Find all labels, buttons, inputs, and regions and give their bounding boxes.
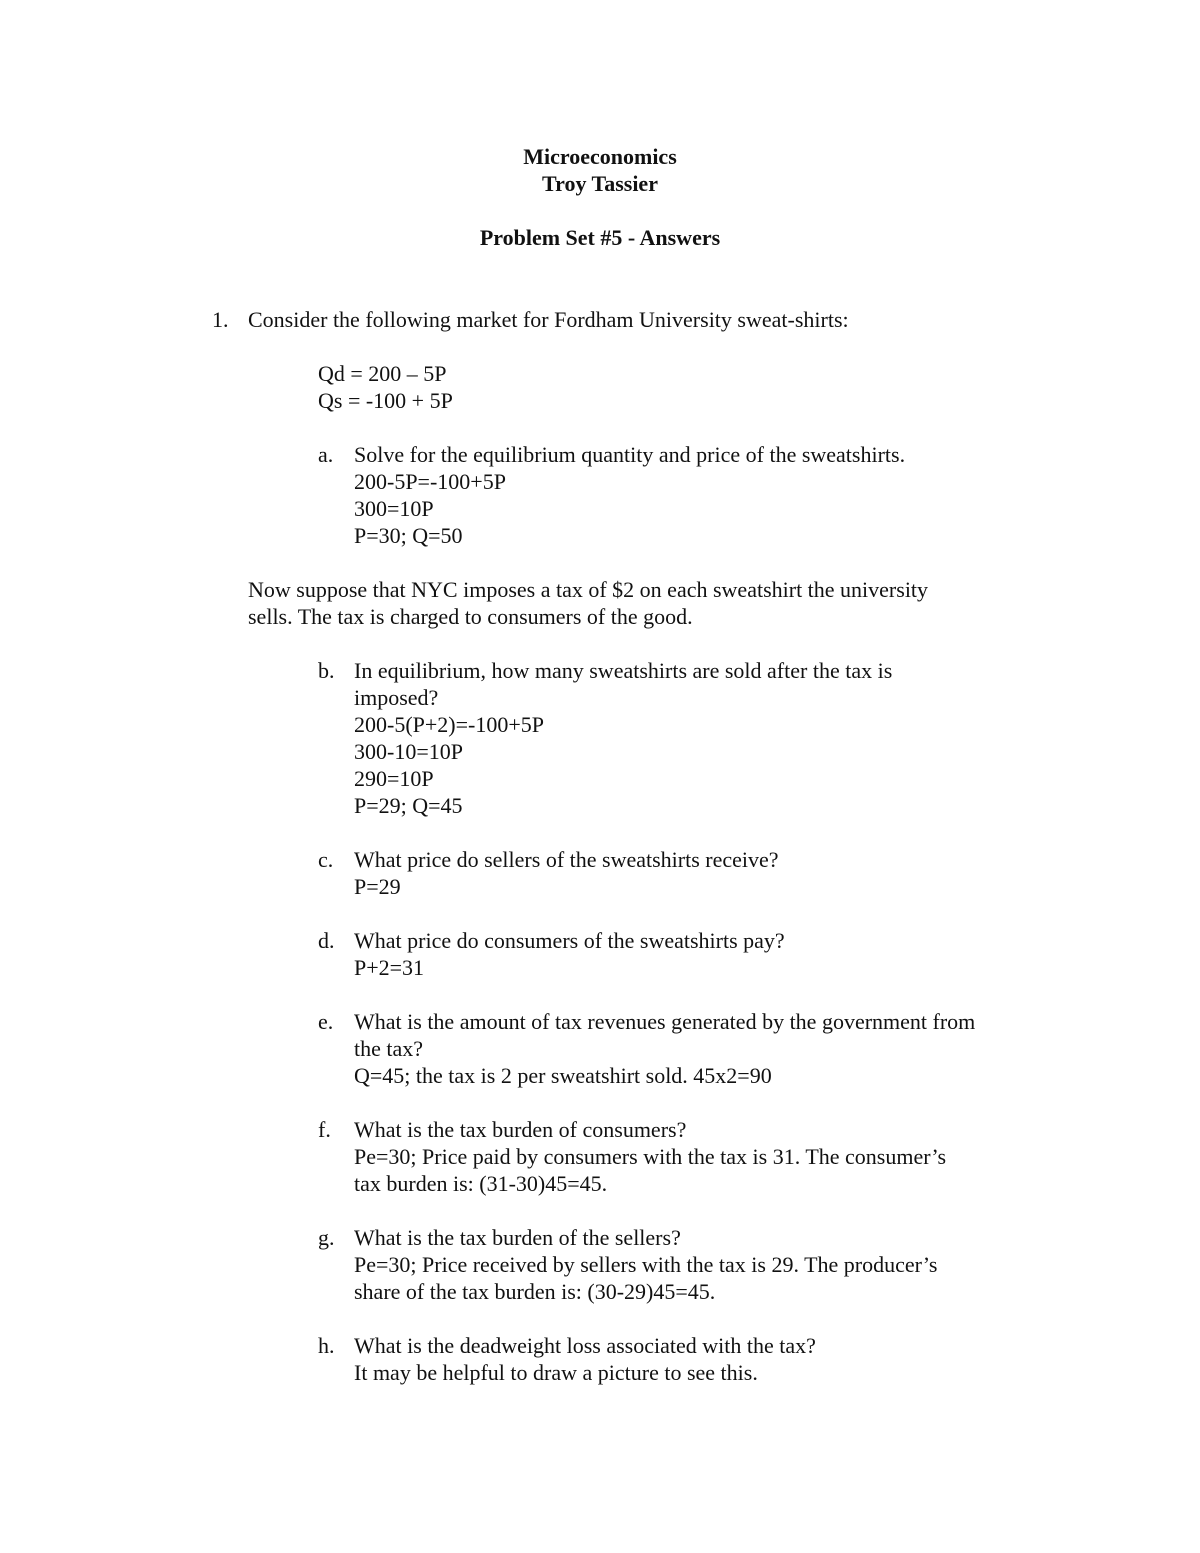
answer-line: share of the tax burden is: (30-29)45=45. <box>354 1279 716 1304</box>
part-body <box>354 1224 937 1305</box>
document-header <box>0 143 1200 251</box>
part-label: f. <box>318 1117 331 1142</box>
part-label: e. <box>318 1009 334 1034</box>
demand-equation: Qd = 200 – 5P <box>318 361 447 386</box>
answer-line: Pe=30; Price paid by consumers with the tax is 31. The consumer’s <box>354 1144 947 1169</box>
answer-line: Q=45; the tax is 2 per sweatshirt sold. 45x2=90 <box>354 1063 772 1088</box>
part-body <box>354 441 905 549</box>
question-text: What price do sellers of the sweatshirts receive? <box>354 847 779 872</box>
part-label: a. <box>318 442 334 467</box>
author-name: Troy Tassier <box>542 171 658 196</box>
question-text: Solve for the equilibrium quantity and price of the sweatshirts. <box>354 442 906 467</box>
part-body <box>354 657 892 819</box>
question-text: What is the tax burden of consumers? <box>354 1117 687 1142</box>
problem-number: 1. <box>212 307 229 332</box>
question-text: the tax? <box>354 1036 424 1061</box>
question-text: In equilibrium, how many sweatshirts are sold after the tax is <box>354 658 893 683</box>
answer-line: 200-5(P+2)=-100+5P <box>354 712 544 737</box>
answer-line: Pe=30; Price received by sellers with the tax is 29. The producer’s <box>354 1252 938 1277</box>
part-body <box>354 846 779 900</box>
answer-line: It may be helpful to draw a picture to see this. <box>354 1360 758 1385</box>
answer-line: tax burden is: (31-30)45=45. <box>354 1171 608 1196</box>
supply-equation: Qs = -100 + 5P <box>318 388 453 413</box>
answer-line: P=30; Q=50 <box>354 523 463 548</box>
part-body <box>354 1332 816 1386</box>
question-text: What is the tax burden of the sellers? <box>354 1225 681 1250</box>
answer-line: 300-10=10P <box>354 739 463 764</box>
answer-line: P+2=31 <box>354 955 425 980</box>
problem-prompt-text: Consider the following market for Fordham University sweat-shirts: <box>248 307 849 332</box>
part-body <box>354 927 785 981</box>
answer-line: P=29 <box>354 874 401 899</box>
part-label: d. <box>318 928 335 953</box>
question-text: What is the amount of tax revenues generated by the government from <box>354 1009 976 1034</box>
part-label: b. <box>318 658 335 683</box>
part-label: h. <box>318 1333 335 1358</box>
part-body <box>354 1008 975 1089</box>
tax-paragraph <box>248 576 928 630</box>
question-text: What price do consumers of the sweatshirts pay? <box>354 928 785 953</box>
answer-line: P=29; Q=45 <box>354 793 463 818</box>
paragraph-line: Now suppose that NYC imposes a tax of $2 on each sweatshirt the university <box>248 577 929 602</box>
question-text: What is the deadweight loss associated with the tax? <box>354 1333 816 1358</box>
equations <box>318 360 453 414</box>
part-label: c. <box>318 847 334 872</box>
question-text: imposed? <box>354 685 439 710</box>
answer-line: 290=10P <box>354 766 434 791</box>
answer-line: 200-5P=-100+5P <box>354 469 506 494</box>
part-label: g. <box>318 1225 335 1250</box>
paragraph-line: sells. The tax is charged to consumers of the good. <box>248 604 693 629</box>
page-title: Problem Set #5 - Answers <box>479 225 721 250</box>
course-title: Microeconomics <box>523 144 677 169</box>
part-body <box>354 1116 946 1197</box>
answer-line: 300=10P <box>354 496 434 521</box>
